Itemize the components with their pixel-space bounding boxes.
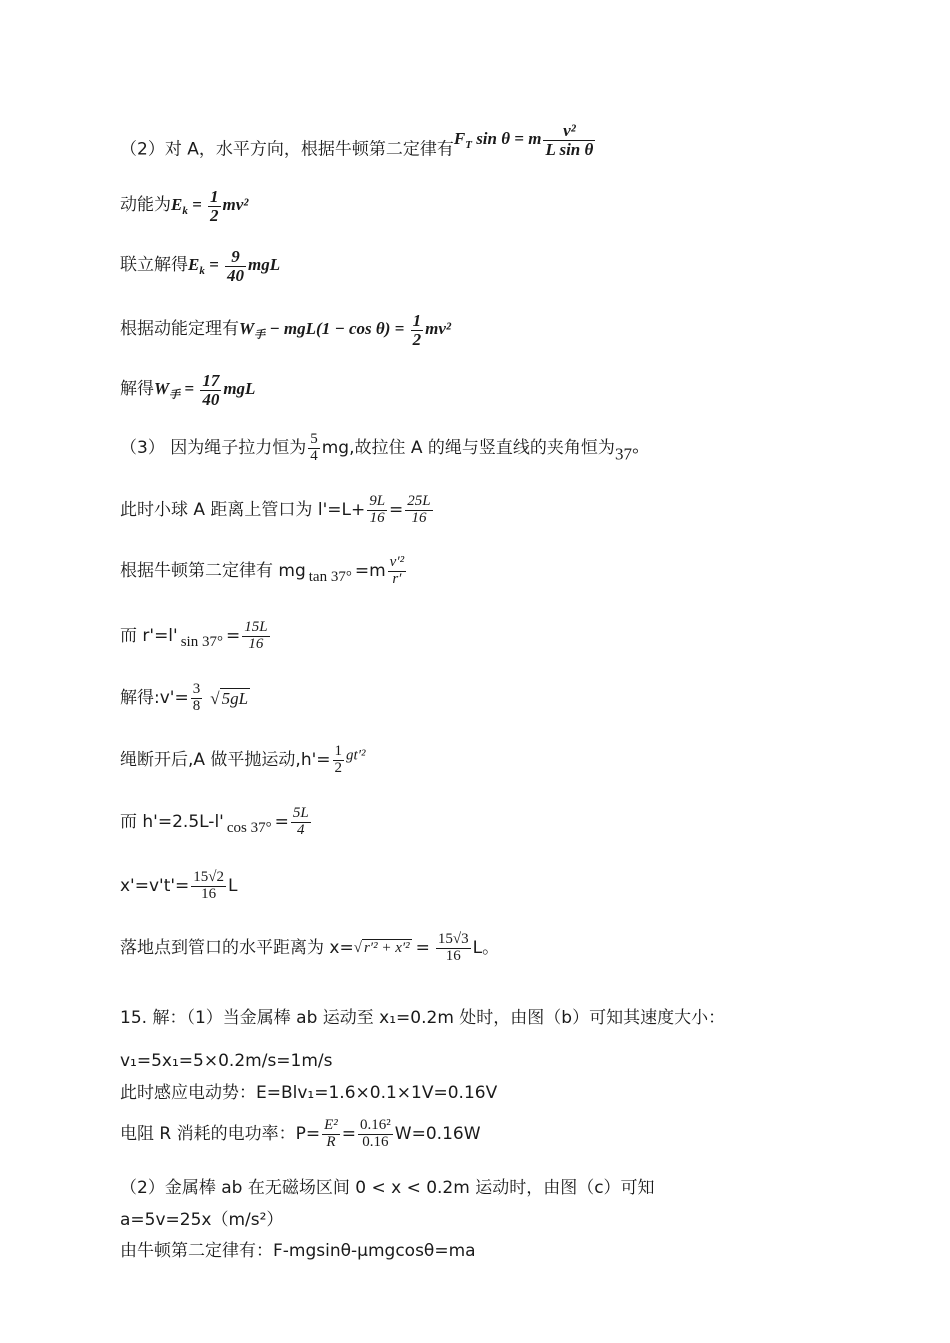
- fraction-25L-16: $\frac{25L}{16}$: [407, 493, 431, 526]
- text: （3） 因为绳子拉力恒为: [120, 437, 307, 458]
- text: =m: [354, 560, 386, 581]
- line-emf: 此时感应电动势：E=Blv₁=1.6×0.1×1V=0.16V: [120, 1083, 498, 1103]
- text: =: [341, 1123, 357, 1144]
- fraction-1-2: $\frac{1}{2}$: [334, 743, 343, 776]
- fraction-0.16sq-0.16: $\frac{\text{0.16²}}{0.16}$: [360, 1117, 391, 1150]
- formula-2: $E_k$ = $\frac{1}{2}$ mv²: [171, 187, 249, 225]
- text: mg,故拉住 A 的绳与竖直线的夹角恒为: [321, 437, 615, 458]
- line-acceleration: a=5v=25x（m/s²）: [120, 1210, 284, 1230]
- line-projectile: [120, 744, 366, 777]
- text: 解得:v'=: [120, 687, 189, 708]
- text: 而 h'=2.5L-l': [120, 811, 224, 832]
- text: W=0.16W: [394, 1123, 481, 1144]
- trig: sin 37°: [180, 634, 223, 651]
- text: （2）对 A，水平方向，根据牛顿第二定律有: [120, 139, 454, 160]
- fraction-3-8: $\frac{3}{8}$: [192, 681, 201, 714]
- fraction-15sqrt3-16: $\frac{15√3}{16}$: [437, 931, 469, 964]
- line-work-energy: [120, 312, 451, 349]
- angle: 37°: [614, 444, 639, 464]
- line-solve-ek: [120, 248, 280, 285]
- line-v1: v₁=5x₁=5×0.2m/s=1m/s: [120, 1051, 333, 1071]
- text: 动能为: [120, 194, 171, 215]
- line-solve-w: [120, 372, 255, 409]
- text: =: [225, 625, 241, 646]
- fraction-15sqrt2-16: $\frac{15√2}{16}$: [193, 869, 225, 902]
- text: 电阻 R 消耗的电功率：P=: [120, 1123, 321, 1144]
- fraction-E2-R: $\frac{\text{E²}}{R}$: [324, 1117, 338, 1150]
- text: =: [274, 811, 289, 832]
- line-part2-intro: （2）金属棒 ab 在无磁场区间 0 < x < 0.2m 运动时，由图（c）可知: [120, 1178, 655, 1198]
- sqrt-r2-x2: √ r′² + x′²: [353, 939, 410, 956]
- sqrt-5gL: √ 5gL: [210, 688, 249, 708]
- text: 此时小球 A 距离上管口为 l'=L+: [120, 499, 366, 520]
- text: 而 r'=l': [120, 625, 178, 646]
- gt2: gt′²: [346, 747, 366, 764]
- fraction-5L-4: $\frac{5L}{4}$: [292, 805, 309, 838]
- text: 联立解得: [120, 254, 188, 275]
- text: x'=v't'=: [120, 875, 190, 896]
- formula-1: $F_T$ sin θ = m $\frac{\text{v²}}{\text{L sin θ}}$: [453, 121, 594, 159]
- line-distance-l: [120, 494, 435, 527]
- trig: cos 37°: [226, 820, 272, 837]
- line-horizontal-x: [120, 870, 238, 903]
- text: =: [389, 499, 404, 520]
- formula-5: $W_手$ = $\frac{17}{40}$ mgL: [154, 371, 256, 409]
- line-power: [120, 1118, 481, 1151]
- fraction-5-4: $\frac{5}{4}$: [310, 431, 318, 464]
- text: 根据牛顿第二定律有 mg: [120, 560, 306, 581]
- text: L: [228, 875, 238, 896]
- fraction-15L-16: $\frac{15L}{16}$: [244, 619, 268, 652]
- text: 根据动能定理有: [120, 318, 239, 339]
- line-q15-intro: 15. 解：（1）当金属棒 ab 运动至 x₁=0.2m 处时，由图（b）可知其速度大小：: [120, 1008, 726, 1028]
- fraction-v2-r: $\frac{\text{v′²}}{r'}$: [389, 554, 405, 587]
- line-radius: [120, 620, 272, 653]
- fraction-9L-16: $\frac{9L}{16}$: [369, 493, 386, 526]
- text: 解得: [120, 378, 154, 399]
- trig: tan 37°: [308, 569, 352, 586]
- line-newton-circular: [120, 555, 408, 588]
- text: L。: [472, 937, 500, 958]
- text: 绳断开后,A 做平抛运动,h'=: [120, 749, 331, 770]
- line-part3-angle: [120, 432, 639, 465]
- text: =: [415, 937, 430, 958]
- line-kinetic-energy: [120, 188, 248, 225]
- line-height: [120, 806, 313, 839]
- line-newton-force: 由牛顿第二定律有：F-mgsinθ-μmgcosθ=ma: [120, 1241, 476, 1261]
- text: 落地点到管口的水平距离为 x=: [120, 937, 354, 958]
- formula-3: $E_k$ = $\frac{9}{40}$ mgL: [188, 247, 281, 285]
- line-solve-v: [120, 682, 250, 715]
- formula-4: $W_手 - mgL(1 - \cos \theta)$ = $\frac{1}{2}$ mv²: [239, 311, 451, 349]
- line-landing-distance: [120, 932, 499, 965]
- line-newton-horizontal: [120, 122, 597, 159]
